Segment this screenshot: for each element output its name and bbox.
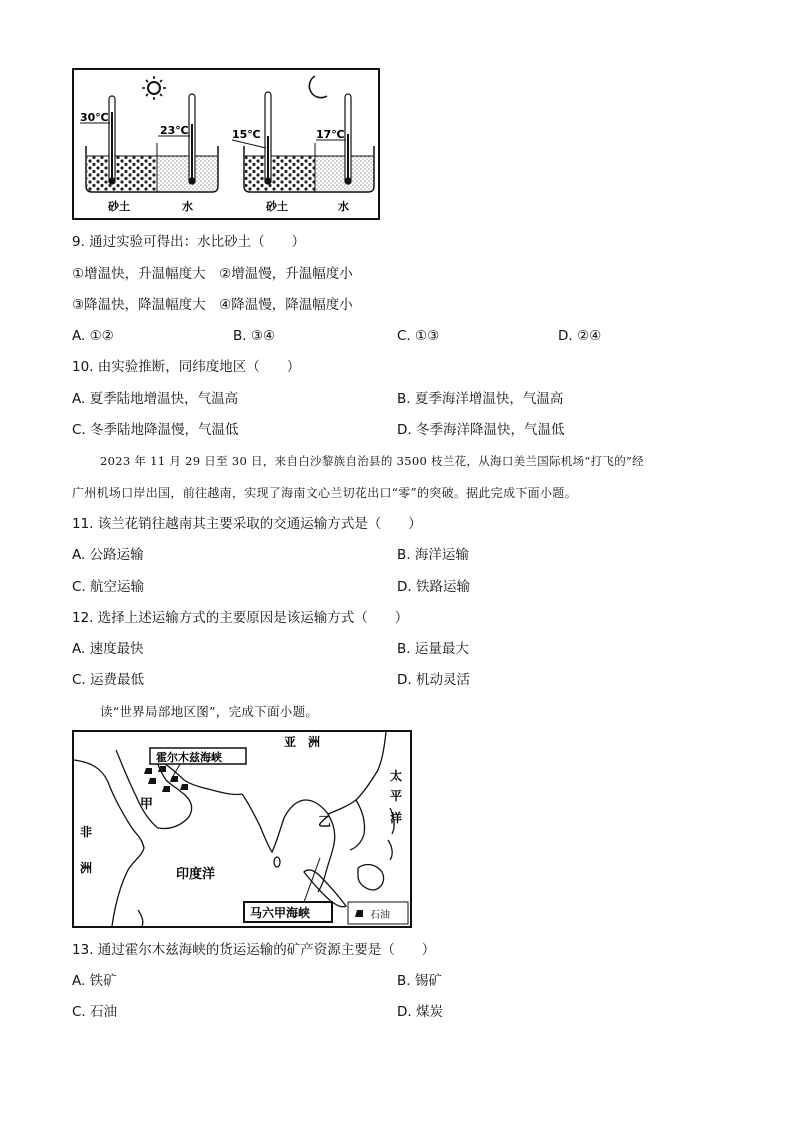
question-13-option-d[interactable]: D. 煤炭 [397, 1004, 443, 1020]
question-10-option-b[interactable]: B. 夏季海洋增温快，气温高 [397, 391, 564, 407]
question-11-option-c[interactable]: C. 航空运输 [72, 579, 145, 595]
question-11-option-d[interactable]: D. 铁路运输 [397, 579, 470, 595]
water-label: 水 [338, 200, 349, 213]
passage-line-2: 广州机场口岸出国，前往越南，实现了海南文心兰切花出口“零”的突破。据此完成下面小题。 [72, 486, 577, 500]
map-intro: 读“世界局部地区图”，完成下面小题。 [100, 704, 319, 719]
temp-label-sand-night: 15℃ [232, 128, 261, 141]
question-9-statement-1: ①增温快，升温幅度大 ②增温慢，升温幅度小 [72, 266, 353, 282]
question-9-stem: 9. 通过实验可得出：水比砂土（ ） [72, 234, 306, 250]
figure-frame [73, 69, 379, 219]
passage-line-1: 2023 年 11 月 29 日至 30 日，来自白沙黎族自治县的 3500 枝兰花，从海口美兰国际机场“打飞的”经 [100, 454, 644, 468]
question-12-option-b[interactable]: B. 运量最大 [397, 641, 469, 657]
pacific-label-1: 太 [390, 769, 403, 783]
question-9-option-d[interactable]: D. ②④ [558, 328, 602, 344]
water-label: 水 [182, 200, 193, 213]
question-9-statement-2: ③降温快，降温幅度大 ④降温慢，降温幅度小 [72, 297, 353, 313]
temp-label-sand-day: 30℃ [80, 111, 109, 124]
sand-label: 砂土 [108, 200, 130, 213]
question-13-stem: 13. 通过霍尔木兹海峡的货运运输的矿产资源主要是（ ） [72, 942, 436, 958]
pacific-label-3: 洋 [390, 811, 403, 825]
question-9-option-a[interactable]: A. ①② [72, 328, 114, 344]
yi-label: 乙 [318, 815, 332, 830]
question-11-option-a[interactable]: A. 公路运输 [72, 547, 144, 563]
question-10-option-a[interactable]: A. 夏季陆地增温快，气温高 [72, 391, 239, 407]
question-10-option-c[interactable]: C. 冬季陆地降温慢，气温低 [72, 422, 239, 438]
temp-label-water-day: 23℃ [160, 124, 189, 137]
question-11-stem: 11. 该兰花销往越南其主要采取的交通运输方式是（ ） [72, 516, 422, 532]
africa-label-1: 非 [80, 825, 93, 839]
question-9-option-c[interactable]: C. ①③ [397, 328, 440, 344]
experiment-figure [72, 68, 380, 220]
question-12-option-a[interactable]: A. 速度最快 [72, 641, 144, 657]
question-11-option-b[interactable]: B. 海洋运输 [397, 547, 469, 563]
temp-label-water-night: 17℃ [316, 128, 345, 141]
indian-ocean-label: 印度洋 [176, 867, 216, 882]
hormuz-label: 霍尔木兹海峡 [156, 751, 222, 764]
jia-label: 甲 [140, 797, 154, 812]
africa-label-2: 洲 [80, 861, 93, 875]
question-10-option-d[interactable]: D. 冬季海洋降温快，气温低 [397, 422, 565, 438]
question-10-stem: 10. 由实验推断，同纬度地区（ ） [72, 359, 301, 375]
question-9-option-b[interactable]: B. ③④ [233, 328, 276, 344]
world-region-map [72, 730, 412, 928]
legend-oil-label: 石油 [370, 910, 390, 921]
sand-label: 砂土 [266, 200, 288, 213]
malacca-label: 马六甲海峡 [250, 906, 311, 920]
pacific-label-2: 平 [390, 789, 403, 803]
question-12-stem: 12. 选择上述运输方式的主要原因是该运输方式（ ） [72, 610, 409, 626]
question-12-option-c[interactable]: C. 运费最低 [72, 672, 145, 688]
question-13-option-b[interactable]: B. 锡矿 [397, 973, 442, 989]
asia-label: 亚 洲 [284, 735, 321, 749]
question-12-option-d[interactable]: D. 机动灵活 [397, 672, 470, 688]
question-13-option-a[interactable]: A. 铁矿 [72, 973, 117, 989]
question-13-option-c[interactable]: C. 石油 [72, 1004, 118, 1020]
